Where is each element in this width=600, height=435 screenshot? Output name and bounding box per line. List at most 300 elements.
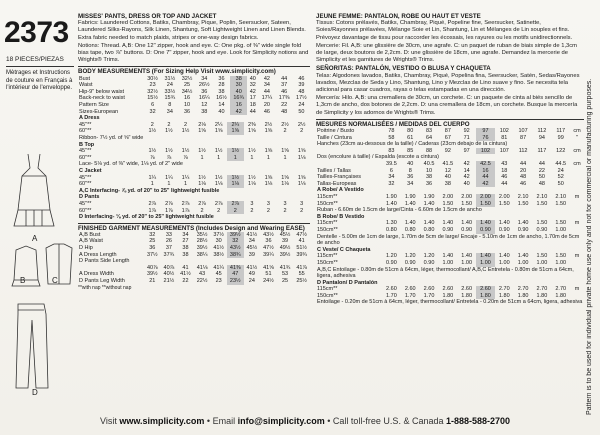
- table-cell: 0.80: [386, 226, 397, 233]
- table-cell: 24½: [263, 278, 274, 285]
- table-cell: 37: [281, 82, 288, 89]
- table-cell: 1: [227, 155, 244, 162]
- row-label: 150cm**: [317, 200, 338, 207]
- table-row: [78, 278, 310, 285]
- table-cell: 24: [557, 167, 564, 174]
- mesures-title: MESURES NORMALISÉES / MEDIDAS DEL CUERPO: [316, 119, 584, 128]
- title-fr: JEUNE FEMME: PANTALON, ROBE OU HAUT ET VESTE: [316, 13, 481, 20]
- pants-d-sketch: [16, 304, 48, 388]
- table-row: [78, 102, 310, 109]
- table-cell: 16: [476, 168, 495, 175]
- table-cell: 58: [388, 134, 395, 141]
- table-cell: 67: [444, 134, 451, 141]
- table-cell: 1¼: [148, 174, 157, 181]
- table-row: [78, 95, 310, 102]
- table-cell: 2.00: [476, 194, 495, 201]
- table-cell: 42: [476, 181, 495, 188]
- table-cell: 44: [538, 161, 545, 168]
- table-cell: 2⅞: [214, 200, 223, 207]
- row-label: D Pantalon/ D Pantalón: [317, 279, 378, 286]
- table-row: [78, 258, 310, 265]
- table-cell: 40: [249, 75, 256, 82]
- table-cell: 43: [199, 271, 206, 278]
- table-row: [78, 115, 310, 122]
- table-cell: 1.00: [517, 259, 529, 266]
- table-cell: 1: [200, 154, 204, 161]
- table-cell: 87: [444, 128, 451, 135]
- table-cell: 1.00: [555, 259, 567, 266]
- table-cell: 1.70: [386, 292, 397, 299]
- table-cell: 25½: [296, 278, 308, 285]
- table-cell: 16: [183, 95, 191, 102]
- table-cell: 2: [266, 207, 270, 214]
- table-cell: 1.50: [498, 200, 510, 207]
- row-label: B Top: [79, 141, 95, 148]
- row-label: Taille / Cintura: [317, 134, 352, 141]
- table-row: [316, 207, 584, 214]
- table-cell: 1⅝: [214, 128, 223, 135]
- table-cell: 1¼: [165, 174, 173, 181]
- row-label: A Dress Width: [79, 271, 114, 278]
- table-cell: 39½: [146, 271, 158, 278]
- table-cell: 1.20: [404, 253, 416, 260]
- table-row: [316, 247, 584, 254]
- nap-footnote: **with nap **without nap: [78, 284, 132, 291]
- row-label: D Interfacing- ⅛ yd. of 20" to 25" lightweight fusible: [79, 214, 214, 221]
- email-link[interactable]: info@simplicity.com: [237, 416, 325, 426]
- garment-thumbnails: [4, 150, 74, 400]
- table-cell: 2.10: [555, 193, 567, 200]
- table-cell: 2: [283, 128, 287, 135]
- table-cell: 107: [518, 128, 528, 135]
- table-cell: 1⅝: [281, 174, 289, 181]
- table-cell: 64: [425, 134, 433, 141]
- table-cell: 36: [425, 180, 433, 187]
- table-cell: 32½: [147, 88, 158, 95]
- table-row: [78, 214, 310, 221]
- table-cell: 0.90: [517, 226, 529, 233]
- table-cell: 2: [300, 128, 304, 135]
- table-cell: 1.70: [404, 292, 416, 299]
- table-cell: 41¾: [279, 264, 291, 271]
- row-label: Back-neck to waist: [79, 95, 125, 102]
- table-cell: 42: [263, 75, 270, 82]
- table-cell: 23: [215, 278, 222, 285]
- table-cell: 1⅝: [227, 128, 244, 135]
- row-label: Ruban - 6.60m de 1.5cm de large/Cinta - 6.60m de 1.5cm de ancho: [317, 207, 482, 214]
- row-label: 45"**: [79, 174, 92, 181]
- table-cell: 88: [425, 147, 433, 154]
- table-cell: ⅞: [183, 154, 188, 161]
- row-label: Pattern Size: [79, 102, 109, 108]
- table-cell: 2⅛: [198, 121, 206, 128]
- table-cell: 2⅞: [198, 200, 206, 207]
- row-label: 115cm**: [317, 286, 338, 293]
- row-label: 60"**: [79, 181, 92, 188]
- table-cell: 1.50: [476, 201, 495, 208]
- table-cell: 117: [537, 147, 547, 154]
- table-cell: 15½: [147, 95, 158, 102]
- table-cell: 2.10: [536, 193, 548, 200]
- row-label: 150cm**: [317, 226, 338, 233]
- table-cell: 2.60: [404, 286, 416, 293]
- table-cell: 23: [149, 82, 156, 89]
- table-cell: 47½: [263, 245, 274, 252]
- table-cell: 1.40: [476, 220, 495, 227]
- table-cell: 1.80: [442, 292, 454, 299]
- table-cell: 1½: [165, 148, 173, 155]
- table-cell: 2.60: [461, 286, 473, 293]
- table-cell: 18: [501, 167, 508, 174]
- table-cell: 34: [248, 238, 255, 245]
- table-cell: 1⅞: [148, 207, 157, 214]
- table-cell: 1.00: [476, 260, 495, 267]
- notions-en: Notions: Thread. A,B: One 12" zipper, hook and eye. C: One pkg. of ⅜" wide single fold bias tape, two ⅞" buttons. D: One 7" zipper, hook and eye. Look for Simplicity notions and Wrights® Trims.: [78, 42, 309, 64]
- table-cell: 39: [298, 82, 305, 89]
- table-cell: 44.5: [555, 161, 567, 168]
- table-cell: 1½: [181, 128, 190, 135]
- table-cell: 2: [167, 121, 171, 128]
- table-cell: 50: [298, 108, 305, 115]
- table-cell: 46: [501, 174, 508, 181]
- table-cell: 1.50: [555, 253, 567, 260]
- table-cell: 0.80: [423, 226, 435, 233]
- table-cell: [570, 227, 584, 234]
- table-row: [78, 82, 310, 89]
- table-cell: 1½: [198, 148, 206, 155]
- table-row: [316, 214, 584, 221]
- table-cell: 8: [168, 102, 172, 108]
- table-cell: 1.90: [404, 193, 416, 200]
- table-cell: 17: [249, 95, 256, 102]
- table-cell: 2: [150, 121, 154, 128]
- table-cell: 1.40: [386, 200, 397, 207]
- table-cell: 39: [248, 251, 255, 258]
- table-cell: 1⅛: [227, 181, 244, 188]
- table-cell: 1½: [214, 148, 223, 155]
- table-cell: 38: [218, 88, 225, 95]
- table-cell: 1.50: [442, 200, 454, 207]
- row-label: Lace- 5⅛ yd. of ⅜" wide, 1⅛ yd. of 2" wide: [79, 161, 183, 168]
- table-cell: 22: [182, 278, 189, 285]
- table-cell: 41½: [246, 264, 258, 271]
- table-cell: 38: [182, 251, 189, 258]
- table-cell: 44: [501, 180, 508, 187]
- phone-number[interactable]: 1-888-588-2700: [446, 416, 511, 426]
- table-cell: 1.50: [517, 200, 529, 207]
- table-cell: 51: [265, 271, 272, 278]
- table-cell: 1⅛: [198, 181, 206, 188]
- table-row: [78, 109, 310, 116]
- table-cell: 83: [425, 128, 433, 135]
- table-cell: 22: [281, 102, 288, 108]
- table-cell: 2½: [264, 121, 273, 128]
- finished-title: FINISHED GARMENT MEASUREMENTS (Includes Design and Wearing EASE): [78, 223, 310, 232]
- row-label: [316, 161, 382, 168]
- table-row: [78, 188, 310, 195]
- table-cell: 1.40: [498, 253, 510, 260]
- table-cell: 26½: [198, 82, 210, 89]
- table-cell: 94: [538, 134, 545, 141]
- row-label: A,B,C Entoilage - 0.80m de 51cm à 64cm, léger, thermocollant/ A,B,C Entretela - 0.80m de 51cm a 64cm, ligera, adhesiva: [317, 266, 574, 280]
- row-label: C Veste/ C Chaqueta: [317, 246, 371, 253]
- table-cell: 92: [444, 147, 451, 154]
- table-cell: 2: [183, 121, 188, 128]
- table-cell: 46: [281, 88, 288, 95]
- table-cell: 2⅞: [227, 201, 244, 208]
- table-cell: 1.80: [517, 292, 529, 299]
- table-cell: 3: [266, 200, 270, 207]
- table-cell: 1⅝: [297, 148, 306, 155]
- table-row: [78, 245, 310, 252]
- table-cell: 40.5: [423, 161, 435, 168]
- row-label: 115cm**: [317, 253, 338, 260]
- table-cell: 2.70: [555, 286, 567, 293]
- table-cell: 1⅞: [181, 207, 190, 214]
- table-cell: 2: [283, 207, 287, 214]
- table-cell: 18: [249, 102, 256, 108]
- table-cell: 1: [167, 181, 171, 188]
- table-row: [316, 174, 584, 181]
- table-cell: 2.60: [476, 286, 495, 293]
- table-row: [316, 267, 584, 280]
- table-cell: 1.90: [423, 193, 435, 200]
- row-label: Hip-9" below waist: [79, 88, 125, 95]
- table-cell: 2.10: [517, 193, 529, 200]
- dress-a-sketch: [14, 154, 54, 226]
- row-label: Waist: [79, 82, 93, 89]
- table-cell: 30: [230, 82, 247, 89]
- notions-fr: Mercerie: Fil. A,B: une glissière de 30cm, une agrafe. C: un paquet de ruban de biais simple de 1,3cm de large, deux boutons de 2,2cm. D: une glissière de 18cm, une agrafe. Demandez la mercerie de Simplicity et les garnitures de Wrights® Trims.: [316, 42, 578, 64]
- table-cell: 40½: [163, 271, 175, 278]
- table-row: [78, 76, 310, 83]
- table-cell: 22½: [196, 278, 208, 285]
- table-cell: 40: [463, 180, 470, 187]
- table-cell: 1.50: [461, 200, 473, 207]
- table-cell: 44: [520, 161, 527, 168]
- table-cell: 34: [182, 231, 189, 238]
- row-label: A Dress Length: [79, 251, 117, 258]
- table-cell: 26: [165, 238, 172, 245]
- email-label: Email: [212, 416, 236, 426]
- table-row: [316, 234, 584, 247]
- table-cell: 80: [407, 128, 414, 135]
- table-cell: 16¾: [230, 95, 247, 102]
- table-cell: 1.90: [386, 193, 397, 200]
- table-cell: 1½: [248, 174, 256, 181]
- table-row: [316, 286, 584, 293]
- table-cell: 46: [520, 180, 527, 187]
- table-cell: 2⅞: [181, 200, 190, 207]
- table-cell: 71: [463, 134, 470, 141]
- row-label: A,B Bust: [79, 231, 101, 238]
- table-cell: 0.90: [498, 226, 510, 233]
- table-cell: 1: [217, 154, 221, 161]
- table-cell: 36: [218, 75, 225, 82]
- table-row: [78, 265, 310, 272]
- table-cell: 46: [298, 75, 305, 82]
- table-cell: 42: [463, 174, 470, 181]
- table-cell: 78: [388, 128, 395, 135]
- table-row: [78, 232, 310, 239]
- table-cell: 53: [281, 271, 289, 278]
- table-cell: 39: [281, 238, 289, 245]
- table-cell: 2¼: [214, 121, 223, 128]
- table-cell: 1.40: [423, 200, 435, 207]
- table-cell: 20: [520, 167, 527, 174]
- table-cell: 41½: [213, 245, 225, 252]
- table-row: [78, 252, 310, 259]
- table-row: [316, 135, 584, 142]
- table-cell: 2: [300, 207, 304, 214]
- website-link[interactable]: www.simplicity.com: [119, 416, 205, 426]
- table-row: [78, 208, 310, 215]
- table-row: [78, 168, 310, 175]
- table-cell: [570, 201, 584, 208]
- table-cell: 42: [249, 88, 256, 95]
- table-cell: m: [574, 193, 580, 200]
- table-row: [316, 148, 584, 155]
- fabrics-en: Fabrics: Laundered Cottons, Batiks, Chambray, Pique, Poplin, Seersucker, Sateen, Laundered Silks-Rayons, Silk Linen, Shantung, Soft Lightweight Linen and Linen Blends. Extra fabric needed to match plaids, stripes or one-way design fabrics.: [78, 20, 306, 41]
- table-cell: 1.20: [386, 253, 397, 260]
- table-cell: 14: [463, 167, 470, 174]
- table-cell: 1.40: [498, 220, 510, 227]
- table-cell: 34: [407, 180, 414, 187]
- row-label: A Dress: [79, 115, 100, 122]
- row-label: Dos (encolure à taille) / Espalda (escote a cintura): [317, 154, 439, 161]
- table-cell: 33½: [164, 88, 176, 95]
- table-cell: 3: [250, 200, 254, 207]
- table-cell: 107: [499, 147, 509, 154]
- table-cell: 112: [537, 128, 547, 135]
- table-cell: 1.40: [476, 253, 495, 260]
- table-cell: 34½: [181, 88, 193, 95]
- table-cell: 2: [217, 207, 221, 214]
- table-cell: 102: [476, 148, 495, 155]
- table-cell: 0.90: [536, 226, 548, 233]
- table-row: [78, 238, 310, 245]
- table-cell: 0.90: [386, 259, 397, 266]
- table-cell: 32½: [181, 75, 193, 82]
- row-label: Sizes-European: [79, 108, 119, 115]
- table-cell: 2.70: [498, 286, 510, 293]
- table-cell: m: [574, 253, 580, 260]
- table-cell: 1.80: [555, 292, 567, 299]
- table-cell: 42.5: [476, 161, 495, 168]
- table-cell: 6: [389, 167, 393, 174]
- table-cell: 14: [218, 102, 225, 108]
- table-cell: ⅞: [150, 154, 155, 161]
- bullet: •: [206, 416, 211, 426]
- table-row: [316, 293, 584, 300]
- table-cell: 1.70: [423, 292, 435, 299]
- title-es: SEÑORITAS: PANTALÓN, VESTIDO O BLUSA Y CHAQUETA: [316, 65, 491, 73]
- table-cell: 40: [407, 161, 414, 168]
- pattern-number: 2373: [4, 16, 69, 49]
- table-row: [316, 220, 584, 227]
- table-cell: 41½: [246, 231, 258, 238]
- table-cell: 41: [298, 238, 305, 245]
- table-cell: 1⅝: [297, 174, 306, 181]
- table-cell: 1.40: [517, 253, 529, 260]
- table-cell: 1⅛: [297, 154, 306, 161]
- label-a: A: [32, 234, 38, 243]
- table-cell: 51½: [296, 245, 308, 252]
- table-cell: 21½: [163, 278, 175, 285]
- table-row: [316, 253, 584, 260]
- table-cell: 50: [538, 174, 545, 181]
- table-cell: 1½: [181, 148, 190, 155]
- table-cell: 39½: [196, 245, 208, 252]
- table-cell: 2.70: [517, 286, 529, 293]
- table-cell: 1½: [148, 128, 157, 135]
- table-cell: 49½: [279, 245, 291, 252]
- table-cell: 50: [557, 180, 564, 187]
- table-cell: 32: [149, 108, 156, 115]
- table-cell: 2⅞: [165, 200, 173, 207]
- table-cell: 38: [201, 108, 208, 115]
- table-cell: 0.90: [404, 259, 416, 266]
- yardage-table: [78, 115, 310, 221]
- row-label: A,B Waist: [79, 238, 103, 245]
- table-cell: 2: [250, 207, 254, 214]
- row-label: 150cm**: [317, 292, 338, 299]
- table-cell: 34: [166, 108, 173, 115]
- table-cell: 1½: [148, 148, 157, 155]
- table-row: [78, 128, 310, 135]
- table-row: [78, 194, 310, 201]
- table-cell: 2.00: [461, 193, 473, 200]
- label-c: C: [52, 276, 58, 285]
- table-cell: 28½: [196, 238, 208, 245]
- table-cell: 48: [538, 180, 545, 187]
- table-cell: 1.80: [498, 292, 510, 299]
- table-cell: 41.5: [442, 161, 454, 168]
- row-label: C Jacket: [79, 167, 102, 174]
- table-cell: 76: [476, 135, 495, 142]
- table-cell: 39.5: [386, 161, 397, 168]
- table-cell: 10: [425, 167, 433, 174]
- table-cell: 81: [501, 134, 508, 141]
- notions-es: Mercería: Hilo. A,B: una cremallera de 30cm, un corchete. C: un paquete de cinta al biés sencillo de 1,3cm de ancho, dos botones de 2,2cm. D: una cremallera de 18cm, un corchete. Busque la mercería de Simplicity y los adornos de Wrights® Trims.: [316, 95, 578, 116]
- table-cell: [570, 293, 584, 300]
- table-row: [78, 201, 310, 208]
- table-cell: 27: [182, 238, 189, 245]
- table-cell: 16: [230, 102, 247, 109]
- table-cell: 36: [201, 88, 208, 95]
- table-cell: 25: [183, 82, 191, 89]
- table-cell: 8: [408, 167, 412, 174]
- table-cell: 87: [520, 134, 527, 141]
- table-cell: 0.90: [442, 226, 454, 233]
- table-cell: 25: [281, 278, 289, 285]
- table-cell: 2.70: [536, 286, 548, 293]
- table-cell: 33: [165, 231, 172, 238]
- row-label: Tailles / Tallas: [317, 167, 351, 174]
- table-cell: 32: [388, 180, 395, 187]
- table-row: [316, 260, 584, 267]
- table-cell: 1.40: [423, 220, 435, 227]
- table-cell: 1.50: [536, 253, 548, 260]
- table-cell: 28: [218, 82, 225, 89]
- table-cell: 1.40: [442, 253, 454, 260]
- table-cell: 1.40: [517, 220, 529, 227]
- table-cell: 47½: [296, 231, 308, 238]
- table-cell: 31½: [164, 75, 176, 82]
- table-cell: 2½: [297, 121, 306, 128]
- table-cell: 24: [298, 102, 305, 108]
- table-cell: 1.50: [555, 220, 567, 227]
